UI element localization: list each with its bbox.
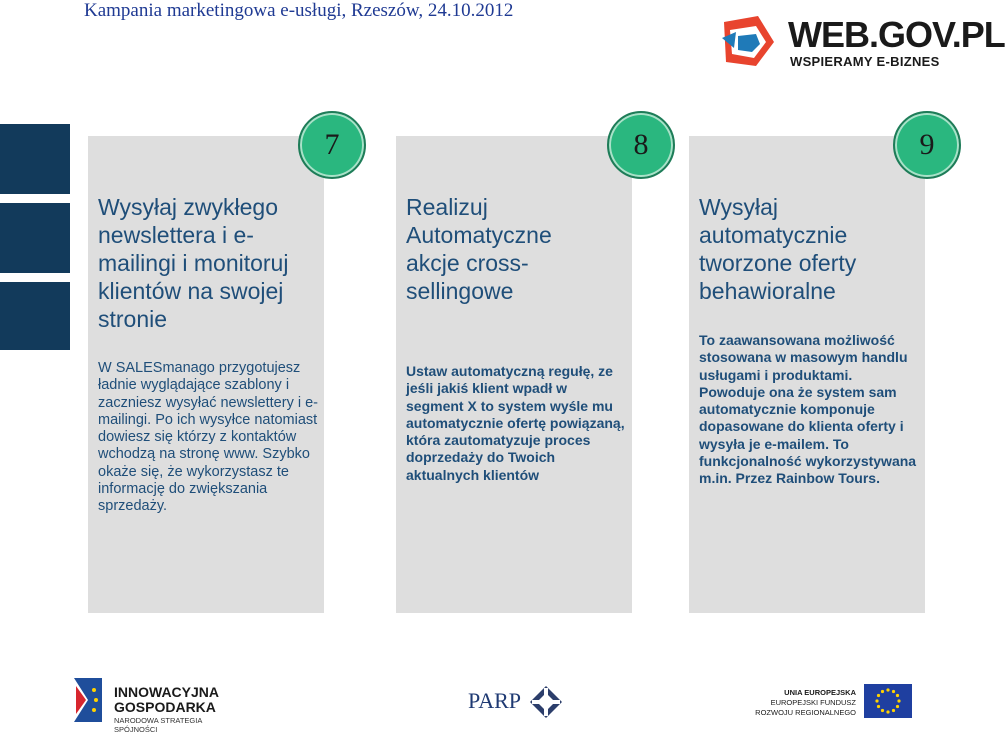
side-block-1 bbox=[0, 124, 70, 194]
innowacyjna-gospodarka-mark-icon bbox=[70, 676, 106, 726]
innowacyjna-gospodarka-logo bbox=[70, 676, 240, 734]
feature-card-title: Realizuj Automatyczne akcje cross-sellingowe bbox=[406, 194, 552, 304]
page-title: Kampania marketingowa e-usługi, Rzeszów, 24.10.2012 bbox=[84, 0, 514, 21]
step-badge-7: 7 bbox=[298, 111, 366, 179]
web-gov-logo bbox=[712, 8, 1005, 78]
parp-logo bbox=[468, 684, 568, 720]
step-badge-9: 9 bbox=[893, 111, 961, 179]
feature-card-8 bbox=[396, 136, 632, 613]
side-block-2 bbox=[0, 203, 70, 273]
eu-logo-line1: UNIA EUROPEJSKA bbox=[784, 688, 856, 697]
feature-card-title: Wysyłaj zwykłego newslettera i e-mailingi i monitoruj klientów na swojej stronie bbox=[98, 194, 289, 332]
parp-mark-icon bbox=[528, 684, 564, 720]
feature-card-body: To zaawansowana możliwość stosowana w masowym handlu usługami i produktami. Powoduje ona że system sam automatycznie komponuje dopasowane do klienta oferty i wysyła je e-mailem. To funkcjonalność wykorzystywana m.in. Przez Rainbow Tours. bbox=[699, 332, 917, 487]
feature-card-7 bbox=[88, 136, 324, 613]
innowacyjna-gospodarka-line3: NARODOWA STRATEGIA SPÓJNOŚCI bbox=[114, 716, 202, 734]
eu-logo bbox=[755, 684, 912, 720]
feature-card-body: W SALESmanago przygotujesz ładnie wyglądające szablony i zaczniesz wysyłać newslettery i e-mailingi. Po ich wysyłce natomiast dowiesz się którzy z kontaktów wchodzą na stronę www. Szybko okaże się, że wykorzystasz te informację do zwiększania sprzedaży. bbox=[98, 360, 318, 515]
eu-logo-line3: ROZWOJU REGIONALNEGO bbox=[755, 708, 856, 717]
eu-logo-line2: EUROPEJSKI FUNDUSZ bbox=[770, 698, 856, 707]
innowacyjna-gospodarka-line1: INNOWACYJNA bbox=[114, 684, 220, 700]
web-gov-logo-tagline: WSPIERAMY E-BIZNES bbox=[790, 54, 940, 69]
innowacyjna-gospodarka-line2: GOSPODARKA bbox=[114, 699, 216, 715]
step-badge-8: 8 bbox=[607, 111, 675, 179]
parp-logo-text: PARP bbox=[468, 688, 522, 713]
feature-card-body: Ustaw automatyczną regułę, ze jeśli jakiś klient wpadł w segment X to system wyśle mu automatycznie ofertę powiązaną, która zautomatyzuje proces doprzedaży do Twoich aktualnych klientów bbox=[406, 363, 625, 483]
eu-flag-icon bbox=[864, 684, 912, 718]
feature-card-9 bbox=[689, 136, 925, 613]
side-block-3 bbox=[0, 282, 70, 350]
feature-card-title: Wysyłaj automatycznie tworzone oferty behawioralne bbox=[699, 194, 857, 304]
web-gov-logo-text: WEB.GOV.PL bbox=[788, 14, 1005, 55]
web-gov-logo-mark-icon bbox=[712, 8, 782, 78]
